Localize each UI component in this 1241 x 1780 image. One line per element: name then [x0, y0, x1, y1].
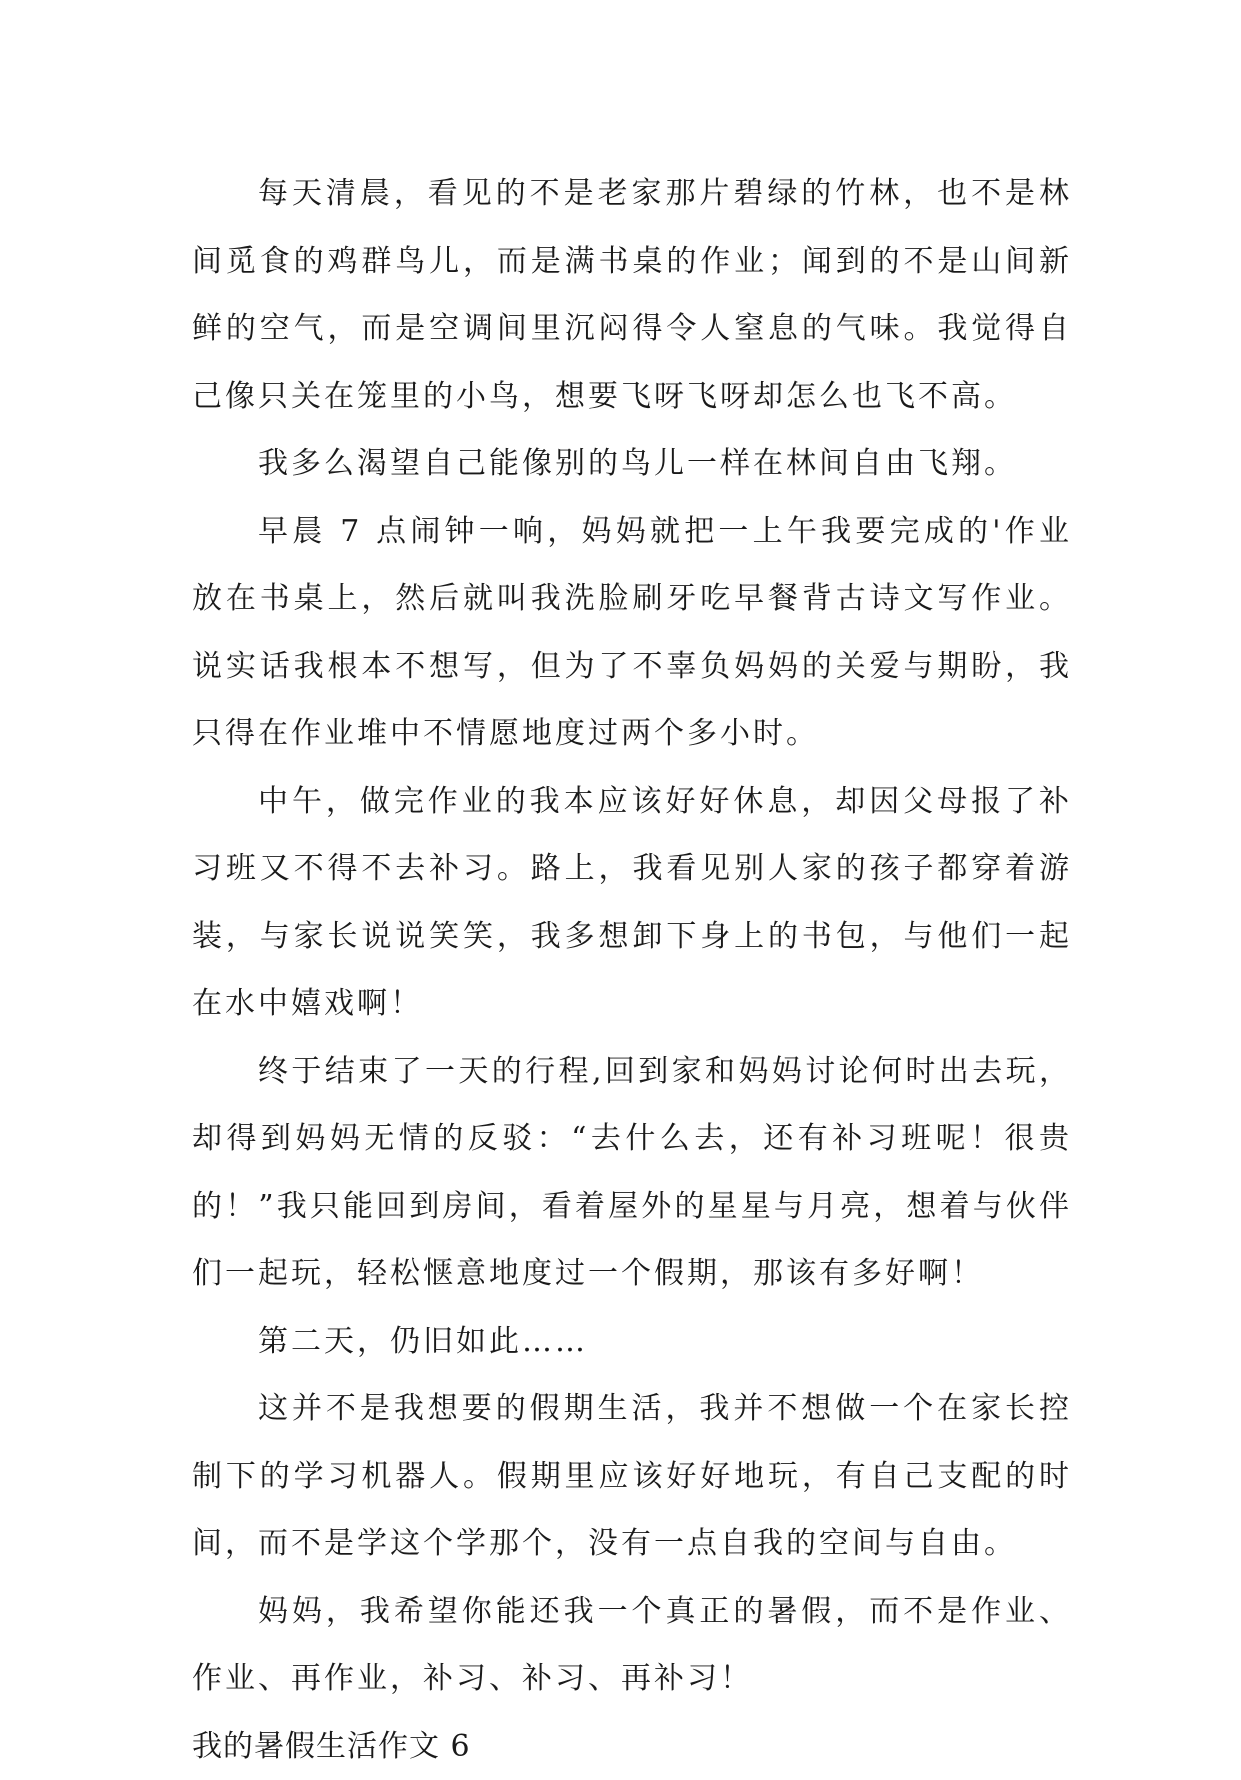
paragraph-3: 早晨 7 点闹钟一响，妈妈就把一上午我要完成的'作业放在书桌上，然后就叫我洗脸刷牙吃早餐背古诗文写作业。说实话我根本不想写，但为了不辜负妈妈的关爱与期盼，我只得在作业堆中不情愿地度过两个多小时。	[192, 498, 1072, 768]
paragraph-8: 妈妈，我希望你能还我一个真正的暑假，而不是作业、作业、再作业，补习、补习、再补习！	[192, 1578, 1072, 1713]
paragraph-7: 这并不是我想要的假期生活，我并不想做一个在家长控制下的学习机器人。假期里应该好好地玩，有自己支配的时间，而不是学这个学那个，没有一点自我的空间与自由。	[192, 1375, 1072, 1578]
paragraph-5: 终于结束了一天的行程,回到家和妈妈讨论何时出去玩，却得到妈妈无情的反驳：“去什么去，还有补习班呢！很贵的！”我只能回到房间，看着屋外的星星与月亮，想着与伙伴们一起玩，轻松惬意地度过一个假期，那该有多好啊！	[192, 1038, 1072, 1308]
paragraph-1: 每天清晨，看见的不是老家那片碧绿的竹林，也不是林间觅食的鸡群鸟儿，而是满书桌的作业；闻到的不是山间新鲜的空气，而是空调间里沉闷得令人窒息的气味。我觉得自己像只关在笼里的小鸟，想要飞呀飞呀却怎么也飞不高。	[192, 160, 1072, 430]
section-heading: 我的暑假生活作文 6	[192, 1713, 1072, 1780]
document-body	[192, 160, 1072, 1780]
paragraph-4: 中午，做完作业的我本应该好好休息，却因父母报了补习班又不得不去补习。路上，我看见别人家的孩子都穿着游装，与家长说说笑笑，我多想卸下身上的书包，与他们一起在水中嬉戏啊！	[192, 768, 1072, 1038]
paragraph-2: 我多么渴望自己能像别的鸟儿一样在林间自由飞翔。	[192, 430, 1072, 498]
paragraph-6: 第二天，仍旧如此……	[192, 1308, 1072, 1376]
